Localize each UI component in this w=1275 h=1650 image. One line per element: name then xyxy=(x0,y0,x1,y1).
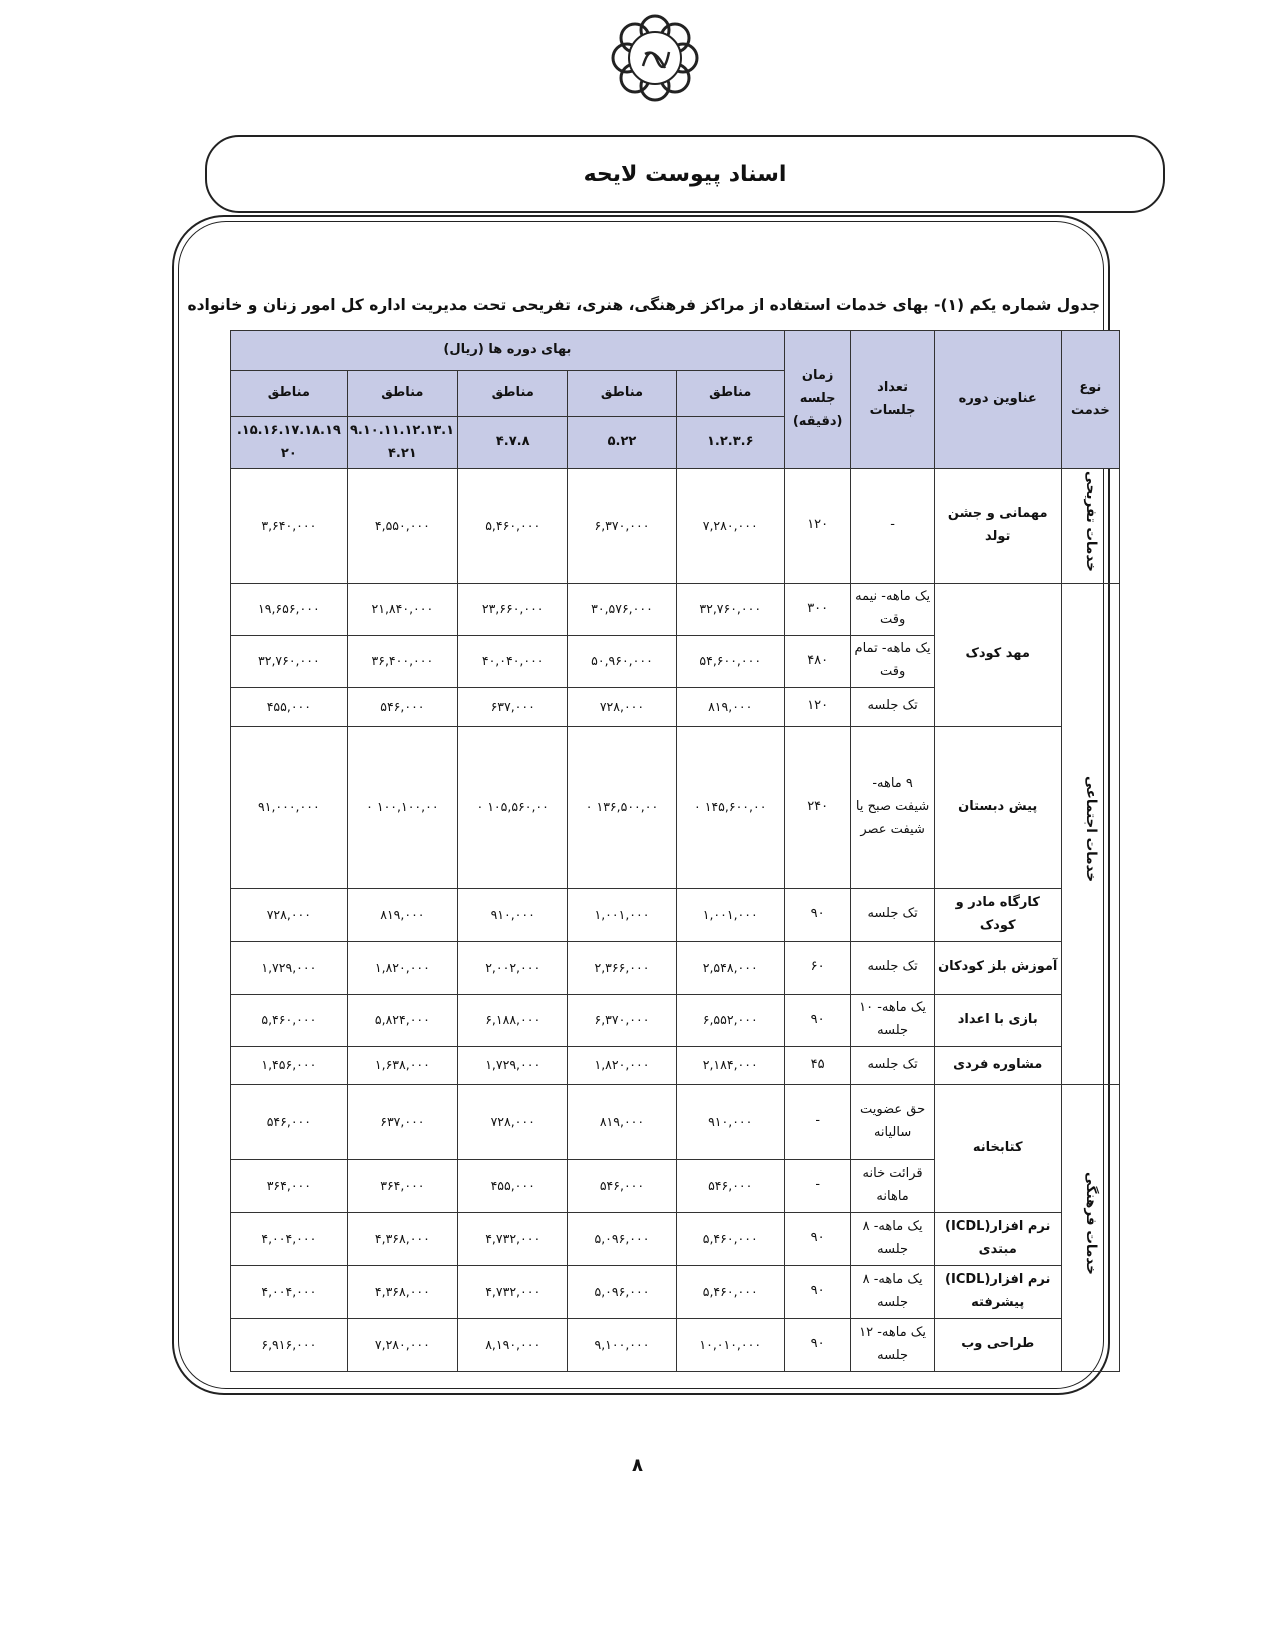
price-cell: ۱,۸۲۰,۰۰۰ xyxy=(568,1046,676,1084)
duration-cell: ۶۰ xyxy=(784,941,851,994)
table-row xyxy=(231,1046,1120,1084)
table-row xyxy=(231,1084,1120,1159)
header-region-codes: ۵.۲۲ xyxy=(568,417,676,469)
duration-cell: ۹۰ xyxy=(784,994,851,1046)
course-title: نرم افزار(ICDL) مبتدی xyxy=(934,1212,1061,1265)
course-title: آموزش بلز کودکان xyxy=(934,941,1061,994)
price-cell: ۶۳۷,۰۰۰ xyxy=(347,1084,457,1159)
price-cell: ۵۴,۶۰۰,۰۰۰ xyxy=(676,635,784,687)
price-cell: ۹۱۰,۰۰۰ xyxy=(458,888,568,941)
duration-cell: ۹۰ xyxy=(784,1212,851,1265)
table-row xyxy=(231,469,1120,584)
table-row xyxy=(231,726,1120,888)
duration-cell: ۲۴۰ xyxy=(784,726,851,888)
price-cell: ۴۰,۰۴۰,۰۰۰ xyxy=(458,635,568,687)
price-cell: ۱۰۵,۵۶۰,۰۰ ۰ xyxy=(458,726,568,888)
price-cell: ۱,۰۰۱,۰۰۰ xyxy=(568,888,676,941)
table-row xyxy=(231,994,1120,1046)
price-cell: ۱۳۶,۵۰۰,۰۰ ۰ xyxy=(568,726,676,888)
price-cell: ۲,۱۸۴,۰۰۰ xyxy=(676,1046,784,1084)
price-cell: ۱,۰۰۱,۰۰۰ xyxy=(676,888,784,941)
course-title: پیش دبستان xyxy=(934,726,1061,888)
price-cell: ۶,۳۷۰,۰۰۰ xyxy=(568,994,676,1046)
group-social: خدمات اجتماعی xyxy=(1083,776,1100,883)
course-title: بازی با اعداد xyxy=(934,994,1061,1046)
price-cell: ۴,۳۶۸,۰۰۰ xyxy=(347,1265,457,1318)
price-cell: ۵,۴۶۰,۰۰۰ xyxy=(458,469,568,584)
header-region-label: مناطق xyxy=(231,371,348,417)
price-cell: ۳۶,۴۰۰,۰۰۰ xyxy=(347,635,457,687)
price-cell: ۱۹,۶۵۶,۰۰۰ xyxy=(231,583,348,635)
price-cell: ۳۰,۵۷۶,۰۰۰ xyxy=(568,583,676,635)
header-price: بهای دوره ها (ریال) xyxy=(231,331,785,371)
sessions-cell: یک ماهه- نیمه وقت xyxy=(851,583,934,635)
price-cell: ۵۴۶,۰۰۰ xyxy=(676,1159,784,1212)
price-cell: ۵۴۶,۰۰۰ xyxy=(568,1159,676,1212)
price-cell: ۷۲۸,۰۰۰ xyxy=(458,1084,568,1159)
course-title: نرم افزار(ICDL) پیشرفته xyxy=(934,1265,1061,1318)
price-cell: ۷,۲۸۰,۰۰۰ xyxy=(676,469,784,584)
price-cell: ۸۱۹,۰۰۰ xyxy=(568,1084,676,1159)
price-cell: ۲,۳۶۶,۰۰۰ xyxy=(568,941,676,994)
price-cell: ۵,۴۶۰,۰۰۰ xyxy=(231,994,348,1046)
duration-cell: ۳۰۰ xyxy=(784,583,851,635)
price-cell: ۱,۴۵۶,۰۰۰ xyxy=(231,1046,348,1084)
duration-cell: ۴۵ xyxy=(784,1046,851,1084)
price-cell: ۳,۶۴۰,۰۰۰ xyxy=(231,469,348,584)
price-cell: ۳۲,۷۶۰,۰۰۰ xyxy=(676,583,784,635)
header-region-label: مناطق xyxy=(676,371,784,417)
price-cell: ۹۱,۰۰۰,۰۰۰ xyxy=(231,726,348,888)
group-cell xyxy=(1061,1084,1119,1371)
page-number: ۸ xyxy=(632,1455,643,1476)
price-cell: ۵,۰۹۶,۰۰۰ xyxy=(568,1212,676,1265)
duration-cell: ۹۰ xyxy=(784,1265,851,1318)
price-cell: ۵,۴۶۰,۰۰۰ xyxy=(676,1265,784,1318)
sessions-cell: یک ماهه- تمام وقت xyxy=(851,635,934,687)
header-title: عناوین دوره xyxy=(934,331,1061,469)
banner-title: اسناد پیوست لایحه xyxy=(583,161,787,187)
price-cell: ۹۱۰,۰۰۰ xyxy=(676,1084,784,1159)
duration-cell: ۹۰ xyxy=(784,1318,851,1371)
header-region-label: مناطق xyxy=(458,371,568,417)
course-title: مهمانی و جشن تولد xyxy=(934,469,1061,584)
price-cell: ۲۱,۸۴۰,۰۰۰ xyxy=(347,583,457,635)
price-cell: ۴,۳۶۸,۰۰۰ xyxy=(347,1212,457,1265)
price-cell: ۶,۵۵۲,۰۰۰ xyxy=(676,994,784,1046)
sessions-cell: تک جلسه xyxy=(851,888,934,941)
table-row xyxy=(231,1212,1120,1265)
header-region-codes: ۱.۲.۳.۶ xyxy=(676,417,784,469)
duration-cell: ۱۲۰ xyxy=(784,469,851,584)
table-row xyxy=(231,888,1120,941)
sessions-cell: - xyxy=(851,469,934,584)
sessions-cell: یک ماهه- ۸ جلسه xyxy=(851,1212,934,1265)
price-cell: ۳۶۴,۰۰۰ xyxy=(347,1159,457,1212)
price-cell: ۱۰,۰۱۰,۰۰۰ xyxy=(676,1318,784,1371)
price-cell: ۸۱۹,۰۰۰ xyxy=(347,888,457,941)
sessions-cell: قرائت خانه ماهانه xyxy=(851,1159,934,1212)
sessions-cell: تک جلسه xyxy=(851,941,934,994)
duration-cell: ۴۸۰ xyxy=(784,635,851,687)
price-cell: ۴۵۵,۰۰۰ xyxy=(458,1159,568,1212)
price-cell: ۶,۹۱۶,۰۰۰ xyxy=(231,1318,348,1371)
price-cell: ۴,۰۰۴,۰۰۰ xyxy=(231,1212,348,1265)
price-cell: ۷,۲۸۰,۰۰۰ xyxy=(347,1318,457,1371)
sessions-cell: ۹ ماهه- شیفت صبح یا شیفت عصر xyxy=(851,726,934,888)
course-title: مشاوره فردی xyxy=(934,1046,1061,1084)
course-title: طراحی وب xyxy=(934,1318,1061,1371)
header-region-codes: ۹.۱۰.۱۱.۱۲.۱۳.۱ ۴.۲۱ xyxy=(347,417,457,469)
header-sessions: تعداد جلسات xyxy=(851,331,934,469)
price-cell: ۷۲۸,۰۰۰ xyxy=(568,687,676,726)
header-region-label: مناطق xyxy=(347,371,457,417)
course-title: مهد کودک xyxy=(934,583,1061,726)
header-region-codes: ۴.۷.۸ xyxy=(458,417,568,469)
price-cell: ۵,۸۲۴,۰۰۰ xyxy=(347,994,457,1046)
price-cell: ۴,۵۵۰,۰۰۰ xyxy=(347,469,457,584)
duration-cell: ۱۲۰ xyxy=(784,687,851,726)
duration-cell: - xyxy=(784,1159,851,1212)
price-cell: ۵۴۶,۰۰۰ xyxy=(347,687,457,726)
table-row xyxy=(231,941,1120,994)
price-cell: ۴,۷۳۲,۰۰۰ xyxy=(458,1212,568,1265)
sessions-cell: یک ماهه- ۱۲ جلسه xyxy=(851,1318,934,1371)
price-cell: ۱۰۰,۱۰۰,۰۰ ۰ xyxy=(347,726,457,888)
price-cell: ۴,۷۳۲,۰۰۰ xyxy=(458,1265,568,1318)
duration-cell: - xyxy=(784,1084,851,1159)
sessions-cell: حق عضویت سالیانه xyxy=(851,1084,934,1159)
price-cell: ۶۳۷,۰۰۰ xyxy=(458,687,568,726)
price-cell: ۱,۶۳۸,۰۰۰ xyxy=(347,1046,457,1084)
price-cell: ۱,۸۲۰,۰۰۰ xyxy=(347,941,457,994)
course-title: کتابخانه xyxy=(934,1084,1061,1212)
price-cell: ۵۴۶,۰۰۰ xyxy=(231,1084,348,1159)
price-cell: ۵,۰۹۶,۰۰۰ xyxy=(568,1265,676,1318)
group-recreational: خدمات تفریحی xyxy=(1083,471,1100,572)
table-row xyxy=(231,1318,1120,1371)
course-title: کارگاه مادر و کودک xyxy=(934,888,1061,941)
price-cell: ۹,۱۰۰,۰۰۰ xyxy=(568,1318,676,1371)
table-caption: جدول شماره یکم (۱)- بهای خدمات استفاده از مراکز فرهنگی، هنری، تفریحی تحت مدیریت اداره کل امور زنان و خانواده xyxy=(187,296,1100,314)
sessions-cell: تک جلسه xyxy=(851,687,934,726)
header-region-codes: ۱۵.۱۶.۱۷.۱۸.۱۹. ۲۰ xyxy=(231,417,348,469)
price-cell: ۶,۱۸۸,۰۰۰ xyxy=(458,994,568,1046)
price-cell: ۲۳,۶۶۰,۰۰۰ xyxy=(458,583,568,635)
price-cell: ۲,۵۴۸,۰۰۰ xyxy=(676,941,784,994)
sessions-cell: تک جلسه xyxy=(851,1046,934,1084)
table-row xyxy=(231,1265,1120,1318)
sessions-cell: یک ماهه- ۱۰ جلسه xyxy=(851,994,934,1046)
group-cell xyxy=(1061,469,1119,584)
price-cell: ۸۱۹,۰۰۰ xyxy=(676,687,784,726)
price-cell: ۱,۷۲۹,۰۰۰ xyxy=(458,1046,568,1084)
attachment-banner xyxy=(205,135,1165,213)
price-cell: ۸,۱۹۰,۰۰۰ xyxy=(458,1318,568,1371)
price-cell: ۳۶۴,۰۰۰ xyxy=(231,1159,348,1212)
price-cell: ۱,۷۲۹,۰۰۰ xyxy=(231,941,348,994)
sessions-cell: یک ماهه- ۸ جلسه xyxy=(851,1265,934,1318)
group-cultural: خدمات فرهنگی xyxy=(1083,1171,1100,1275)
header-duration: زمان جلسه (دقیقه) xyxy=(784,331,851,469)
group-cell xyxy=(1061,583,1119,1084)
price-cell: ۴,۰۰۴,۰۰۰ xyxy=(231,1265,348,1318)
price-cell: ۱۴۵,۶۰۰,۰۰ ۰ xyxy=(676,726,784,888)
price-cell: ۶,۳۷۰,۰۰۰ xyxy=(568,469,676,584)
price-cell: ۵۰,۹۶۰,۰۰۰ xyxy=(568,635,676,687)
price-cell: ۴۵۵,۰۰۰ xyxy=(231,687,348,726)
duration-cell: ۹۰ xyxy=(784,888,851,941)
price-cell: ۲,۰۰۲,۰۰۰ xyxy=(458,941,568,994)
price-table xyxy=(230,330,1120,1372)
table-row xyxy=(231,583,1120,635)
price-cell: ۳۲,۷۶۰,۰۰۰ xyxy=(231,635,348,687)
header-type: نوع خدمت xyxy=(1061,331,1119,469)
municipality-logo xyxy=(605,8,705,108)
header-region-label: مناطق xyxy=(568,371,676,417)
price-cell: ۷۲۸,۰۰۰ xyxy=(231,888,348,941)
price-cell: ۵,۴۶۰,۰۰۰ xyxy=(676,1212,784,1265)
